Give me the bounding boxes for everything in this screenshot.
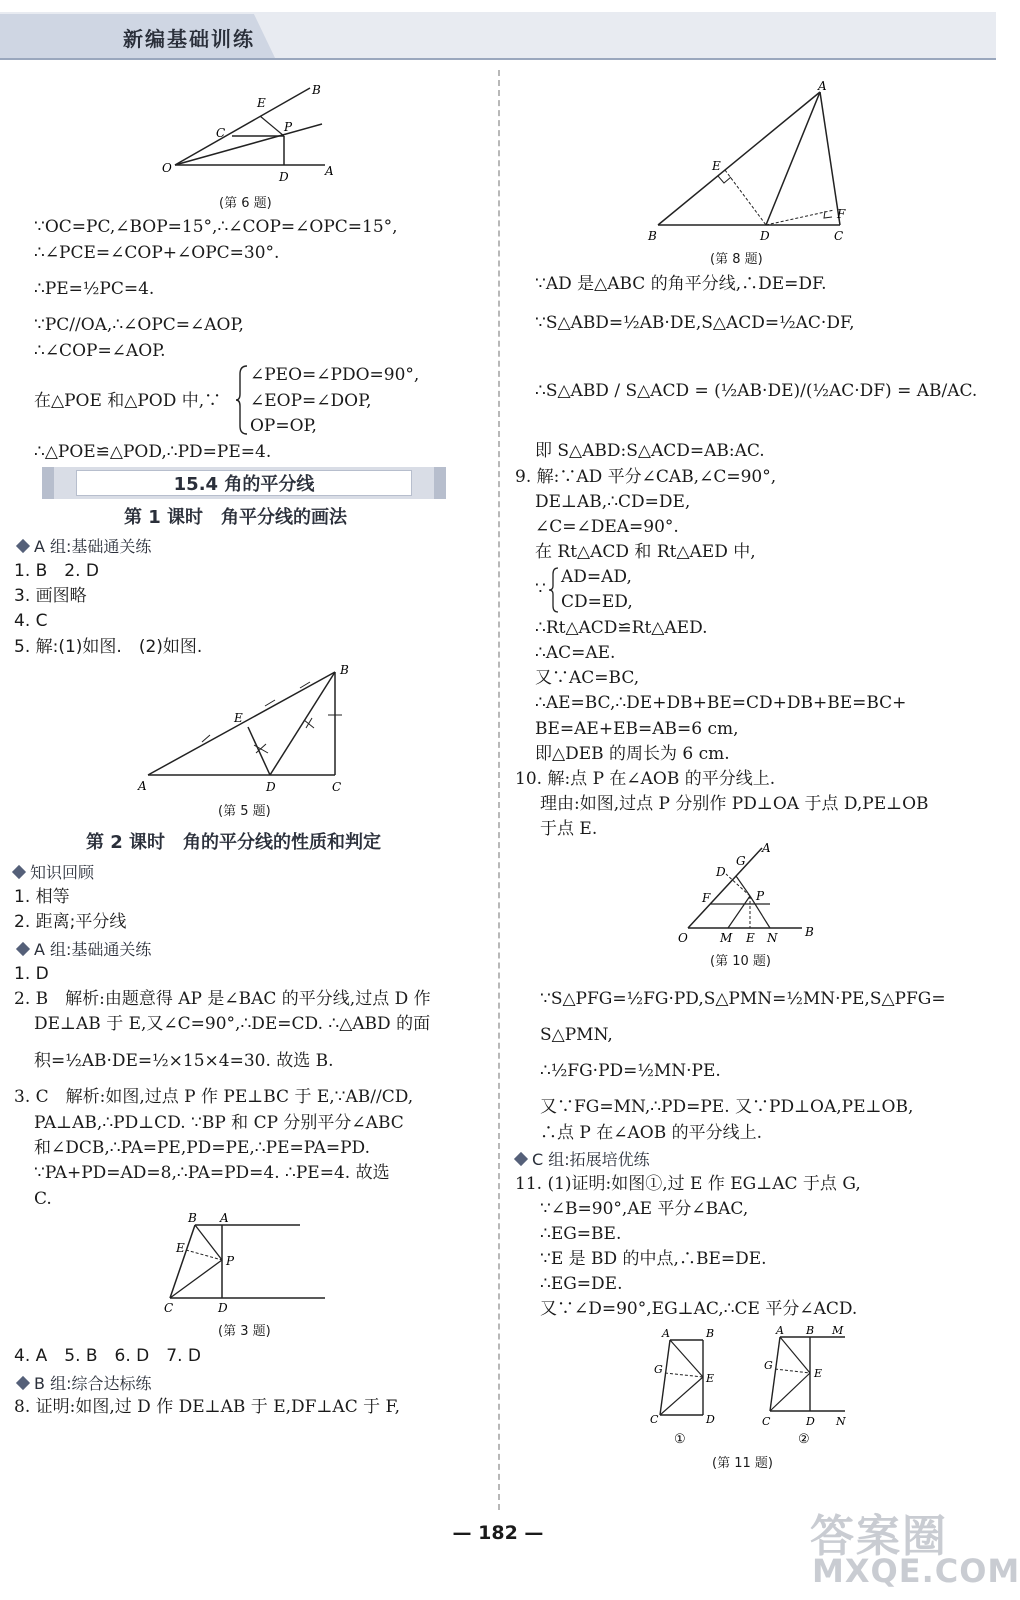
text-line: ∴△POE≌△POD,∴PD=PE=4. [34, 442, 272, 462]
text-line: 于点 E. [540, 819, 598, 839]
text-line: ∵S△ABD=½AB·DE,S△ACD=½AC·DF, [535, 313, 855, 333]
label: D [706, 1413, 715, 1426]
text-line: ∴∠COP=∠AOP. [34, 341, 166, 361]
brace [236, 364, 248, 436]
label: F [702, 891, 711, 905]
group-a-heading: A 组:基础通关练 [18, 534, 151, 557]
text-line: ∴EG=DE. [540, 1274, 623, 1294]
group-b-heading: B 组:综合达标练 [18, 1371, 151, 1394]
text-line: ∵OC=PC,∠BOP=15°,∴∠COP=∠OPC=15°, [34, 217, 398, 237]
lesson-1-title: 第 1 课时 角平分线的画法 [124, 507, 348, 528]
text-line: ∠C=∠DEA=90°. [535, 517, 679, 537]
text-line: 4. C [14, 611, 48, 631]
column-divider [498, 70, 500, 1510]
text-line: 8. 证明:如图,过 D 作 DE⊥AB 于 E,DF⊥AC 于 F, [14, 1397, 401, 1417]
review-heading: 知识回顾 [14, 860, 94, 883]
figure-11-2 [760, 1325, 860, 1450]
figure-5-caption: (第 5 题) [218, 804, 271, 819]
text-line: 在 Rt△ACD 和 Rt△AED 中, [535, 542, 756, 562]
label: P [284, 120, 293, 134]
text-line: 又∵AC=BC, [535, 668, 640, 688]
label: C [164, 1301, 174, 1315]
figure-sub-label: ② [798, 1432, 810, 1447]
label: G [764, 1359, 773, 1372]
label: A [776, 1324, 784, 1337]
header-rule [0, 58, 996, 60]
text-line: 1. D [14, 964, 49, 984]
figure-11-1 [648, 1325, 728, 1450]
label: E [234, 711, 243, 725]
text-line: 即△DEB 的周长为 6 cm. [535, 744, 730, 764]
text-line: 在△POE 和△POD 中,∵ [34, 391, 222, 411]
label: D [716, 865, 726, 879]
text-line: 11. (1)证明:如图①,过 E 作 EG⊥AC 于点 G, [515, 1174, 861, 1194]
text-line: S△PMN, [540, 1025, 613, 1045]
label: N [836, 1415, 846, 1428]
figure-8 [640, 80, 860, 245]
label: A [325, 164, 334, 178]
group-c-heading: C 组:拓展培优练 [516, 1147, 650, 1170]
label: O [678, 931, 688, 945]
text-line: 1. 相等 [14, 887, 70, 907]
figure-5 [130, 660, 370, 800]
text-line: ∵PA+PD=AD=8,∴PA=PD=4. ∴PE=4. 故选 [34, 1163, 390, 1183]
watermark-logo [810, 1500, 1020, 1595]
text-line: ∵AD 是△ABC 的角平分线,∴DE=DF. [535, 274, 827, 294]
text-line: 3. 画图略 [14, 586, 87, 606]
text-line: 3. C 解析:如图,过点 P 作 PE⊥BC 于 E,∵AB//CD, [14, 1087, 414, 1107]
text-line: ∵ [535, 579, 546, 599]
label: P [756, 889, 765, 903]
group-a-heading-2: A 组:基础通关练 [18, 937, 151, 960]
label: G [654, 1363, 663, 1376]
text-line: BE=AE+EB=AB=6 cm, [535, 719, 739, 739]
figure-sub-label: ① [674, 1432, 686, 1447]
label: A [220, 1211, 229, 1225]
figure-6 [150, 80, 350, 190]
label: A [138, 779, 147, 793]
text-line: C. [34, 1189, 52, 1209]
label: B [188, 1211, 197, 1225]
label: C [762, 1415, 771, 1428]
header-title: 新编基础训练 [123, 27, 255, 51]
section-title: 15.4 角的平分线 [173, 474, 315, 495]
text-line: 又∵∠D=90°,EG⊥AC,∴CE 平分∠ACD. [540, 1299, 858, 1319]
text-line: DE⊥AB,∴CD=DE, [535, 492, 691, 512]
label: C [834, 229, 844, 243]
text-line: ∴AE=BC,∴DE+DB+BE=CD+DB+BE=BC+ [535, 693, 907, 713]
text-line: 理由:如图,过点 P 分别作 PD⊥OA 于点 D,PE⊥OB [540, 794, 929, 814]
label: B [805, 925, 814, 939]
lesson-2-title: 第 2 课时 角的平分线的性质和判定 [86, 832, 382, 853]
label: D [266, 780, 276, 794]
text-line: 10. 解:点 P 在∠AOB 的平分线上. [515, 769, 776, 789]
label: N [767, 931, 778, 945]
label: E [176, 1241, 185, 1255]
label: B [312, 83, 321, 97]
label: C [332, 780, 342, 794]
text-line: 2. B 解析:由题意得 AP 是∠BAC 的平分线,过点 D 作 [14, 989, 431, 1009]
text-line: ∴PE=½PC=4. [34, 279, 155, 299]
text-line: ∴EG=BE. [540, 1224, 622, 1244]
label: M [832, 1324, 844, 1337]
text-line: ∴Rt△ACD≌Rt△AED. [535, 618, 708, 638]
watermark-bottom: MXQE.COM [812, 1552, 1020, 1590]
figure-3 [160, 1210, 330, 1315]
label: M [720, 931, 733, 945]
label: D [806, 1415, 815, 1428]
label: E [746, 931, 755, 945]
label: D [279, 170, 289, 184]
label: F [837, 207, 846, 221]
text-line: ∴S△ABD / S△ACD = (½AB·DE)/(½AC·DF) = AB/AC. [535, 381, 978, 401]
text-line: ∵S△PFG=½FG·PD,S△PMN=½MN·PE,S△PFG= [540, 989, 946, 1009]
figure-10-caption: (第 10 题) [710, 954, 771, 969]
text-line: 和∠DCB,∴PA=PE,PD=PE,∴PE=PA=PD. [34, 1138, 370, 1158]
text-line: ∵E 是 BD 的中点,∴BE=DE. [540, 1249, 767, 1269]
text-line: ∠PEO=∠PDO=90°, [250, 365, 420, 385]
text-line: ∠EOP=∠DOP, [250, 391, 372, 411]
label: B [648, 229, 657, 243]
text-line: 又∵FG=MN,∴PD=PE. 又∵PD⊥OA,PE⊥OB, [540, 1097, 914, 1117]
text-line: DE⊥AB 于 E,又∠C=90°,∴DE=CD. ∴△ABD 的面 [34, 1014, 431, 1034]
text-line: 1. B 2. D [14, 561, 99, 581]
watermark-top: 答案圈 [810, 1511, 948, 1562]
text-line: ∴点 P 在∠AOB 的平分线上. [540, 1123, 763, 1143]
label: B [806, 1324, 815, 1337]
text-line: AD=AD, [561, 567, 632, 587]
label: P [226, 1254, 235, 1268]
label: E [712, 159, 721, 173]
label: E [257, 96, 266, 110]
text-line: ∴½FG·PD=½MN·PE. [540, 1061, 721, 1081]
text-line: ∴AC=AE. [535, 643, 616, 663]
page-number: — 182 — [452, 1522, 544, 1544]
label: B [706, 1327, 715, 1340]
label: C [216, 126, 226, 140]
text-line: ∵∠B=90°,AE 平分∠BAC, [540, 1199, 749, 1219]
figure-6-caption: (第 6 题) [219, 196, 272, 211]
label: B [340, 663, 349, 677]
label: E [814, 1367, 823, 1380]
label: C [650, 1413, 659, 1426]
text-line: 2. 距离;平分线 [14, 912, 127, 932]
text-line: 9. 解:∵AD 平分∠CAB,∠C=90°, [515, 467, 777, 487]
label: G [736, 854, 746, 868]
text-line: 4. A 5. B 6. D 7. D [14, 1346, 201, 1366]
figure-11-caption: (第 11 题) [712, 1456, 773, 1471]
label: A [762, 841, 771, 855]
text-line: CD=ED, [561, 592, 633, 612]
text-line: ∴∠PCE=∠COP+∠OPC=30°. [34, 243, 280, 263]
text-line: OP=OP, [250, 416, 317, 436]
label: A [818, 79, 827, 93]
text-line: 积=½AB·DE=½×15×4=30. 故选 B. [34, 1051, 334, 1071]
text-line: 即 S△ABD:S△ACD=AB:AC. [535, 441, 765, 461]
label: O [162, 161, 172, 175]
brace [549, 566, 559, 614]
label: A [662, 1327, 670, 1340]
text-line: PA⊥AB,∴PD⊥CD. ∵BP 和 CP 分别平分∠ABC [34, 1113, 404, 1133]
figure-10 [670, 840, 830, 950]
label: D [760, 229, 770, 243]
label: D [218, 1301, 228, 1315]
label: E [706, 1372, 715, 1385]
text-line: 5. 解:(1)如图. (2)如图. [14, 637, 203, 657]
section-title-bar [42, 467, 446, 499]
figure-8-caption: (第 8 题) [710, 252, 763, 267]
text-line: ∵PC//OA,∴∠OPC=∠AOP, [34, 315, 244, 335]
figure-3-caption: (第 3 题) [218, 1324, 271, 1339]
